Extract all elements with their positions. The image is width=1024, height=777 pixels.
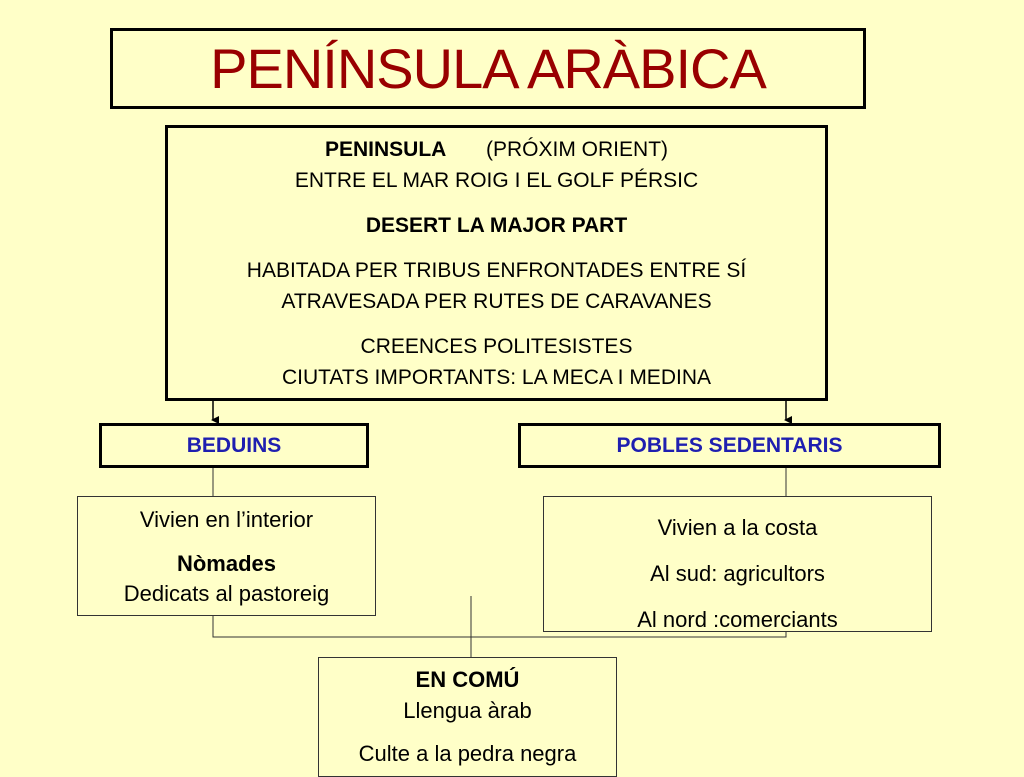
beduins-details-box — [77, 496, 376, 616]
sedentaris-label: POBLES SEDENTARIS — [616, 434, 843, 457]
sedentaris-details-box — [543, 496, 932, 632]
main-line-1 — [168, 134, 825, 165]
main-line-5: ATRAVESADA PER RUTES DE CARAVANES — [281, 290, 712, 313]
main-line-4: HABITADA PER TRIBUS ENFRONTADES ENTRE SÍ — [246, 259, 747, 282]
sedentaris-box — [518, 423, 941, 468]
main-line-6: CREENCES POLITESISTES — [360, 335, 633, 358]
common-line-2: Culte a la pedra negra — [358, 741, 577, 766]
beduins-box — [99, 423, 369, 468]
common-box — [318, 657, 617, 777]
common-line-1: Llengua àrab — [403, 698, 532, 723]
sedentaris-line-2: Al sud: agricultors — [650, 561, 825, 586]
page-title: PENÍNSULA ARÀBICA — [210, 37, 766, 100]
main-line-7: CIUTATS IMPORTANTS: LA MECA I MEDINA — [281, 366, 711, 389]
main-line-2: ENTRE EL MAR ROIG I EL GOLF PÉRSIC — [294, 169, 699, 192]
title-box — [110, 28, 866, 109]
sedentaris-line-3: Al nord :comerciants — [637, 607, 838, 632]
main-line-3: DESERT LA MAJOR PART — [365, 214, 628, 237]
beduins-line-1: Vivien en l’interior — [139, 507, 314, 532]
common-heading: EN COMÚ — [415, 667, 520, 692]
beduins-label: BEDUINS — [186, 434, 282, 457]
main-info-box — [165, 125, 828, 401]
main-line-1-rest: (PRÓXIM ORIENT) — [486, 138, 669, 161]
sedentaris-line-1: Vivien a la costa — [657, 515, 818, 540]
beduins-line-3: Dedicats al pastoreig — [123, 581, 330, 606]
beduins-line-2: Nòmades — [176, 551, 277, 576]
main-line-1-bold: PENINSULA — [324, 138, 447, 161]
